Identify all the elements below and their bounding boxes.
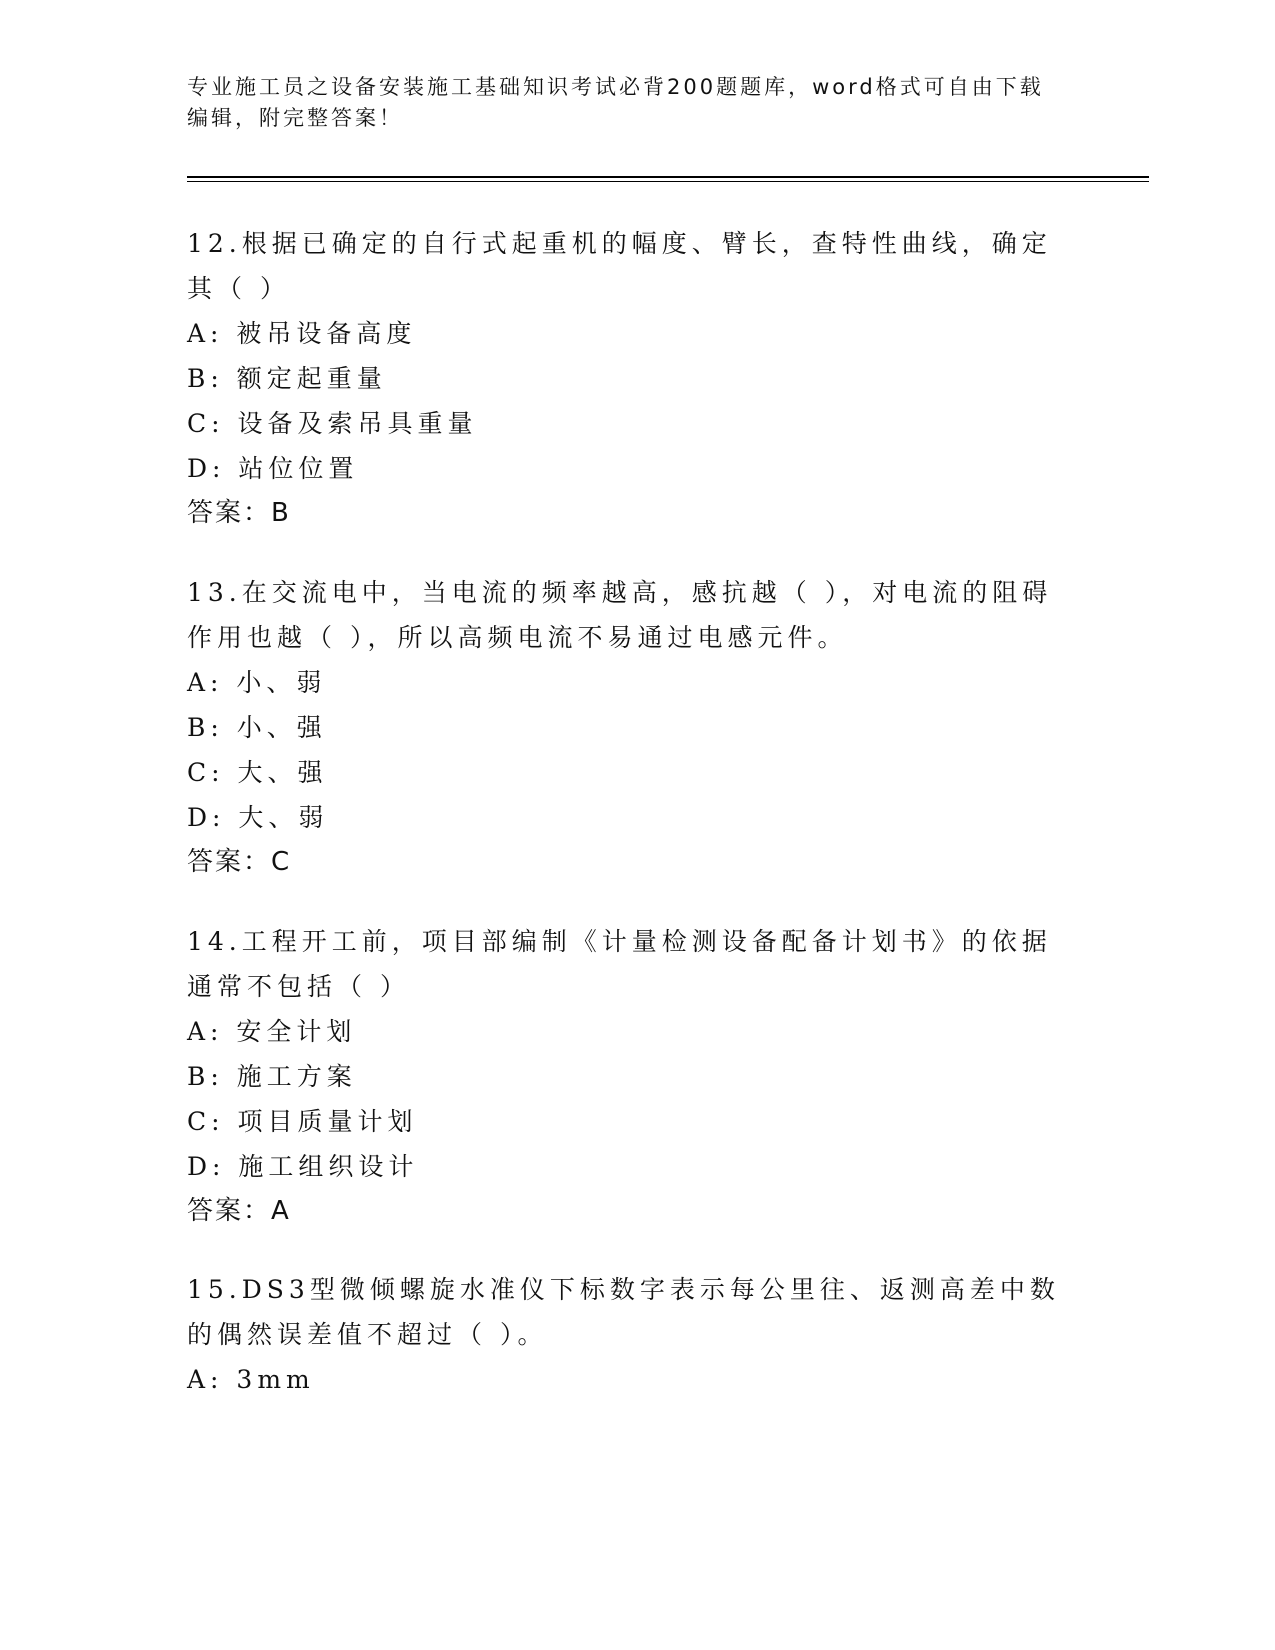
question-text: 13.在交流电中，当电流的频率越高，感抗越（ ），对电流的阻碍作用也越（ ），所以高频电流不易通过电感元件。 [187,578,1053,652]
option-a: A: 安全计划 [187,1017,357,1046]
option-d: D: 大、弱 [187,803,329,832]
question-text: 15.DS3型微倾螺旋水准仪下标数字表示每公里往、返测高差中数的偶然误差值不超过（ ）。 [187,1275,1060,1349]
option-d: D: 施工组织设计 [187,1152,419,1181]
option-d: D: 站位位置 [187,454,359,483]
option-c: C: 大、强 [187,758,328,787]
question-12 [187,221,1067,536]
option-a: A: 3mm [187,1365,315,1394]
option-b: B: 施工方案 [187,1062,357,1091]
question-13 [187,570,1067,885]
header-divider-thick [187,176,1149,178]
option-b: B: 额定起重量 [187,364,387,393]
question-14 [187,919,1067,1234]
option-a: A: 被吊设备高度 [187,319,417,348]
question-15 [187,1267,1067,1402]
option-a: A: 小、弱 [187,668,327,697]
option-c: C: 设备及索吊具重量 [187,409,478,438]
question-text: 12.根据已确定的自行式起重机的幅度、臂长，查特性曲线，确定其（ ） [187,229,1052,303]
option-c: C: 项目质量计划 [187,1107,418,1136]
header-divider-thin [187,181,1149,182]
question-text: 14.工程开工前，项目部编制《计量检测设备配备计划书》的依据通常不包括（ ） [187,927,1052,1001]
answer-text: 答案：B [187,498,291,528]
answer-text: 答案：A [187,1196,291,1226]
answer-text: 答案：C [187,847,292,877]
document-header: 专业施工员之设备安装施工基础知识考试必背200题题库，word格式可自由下载编辑，附完整答案！ [187,75,1044,130]
option-b: B: 小、强 [187,713,327,742]
